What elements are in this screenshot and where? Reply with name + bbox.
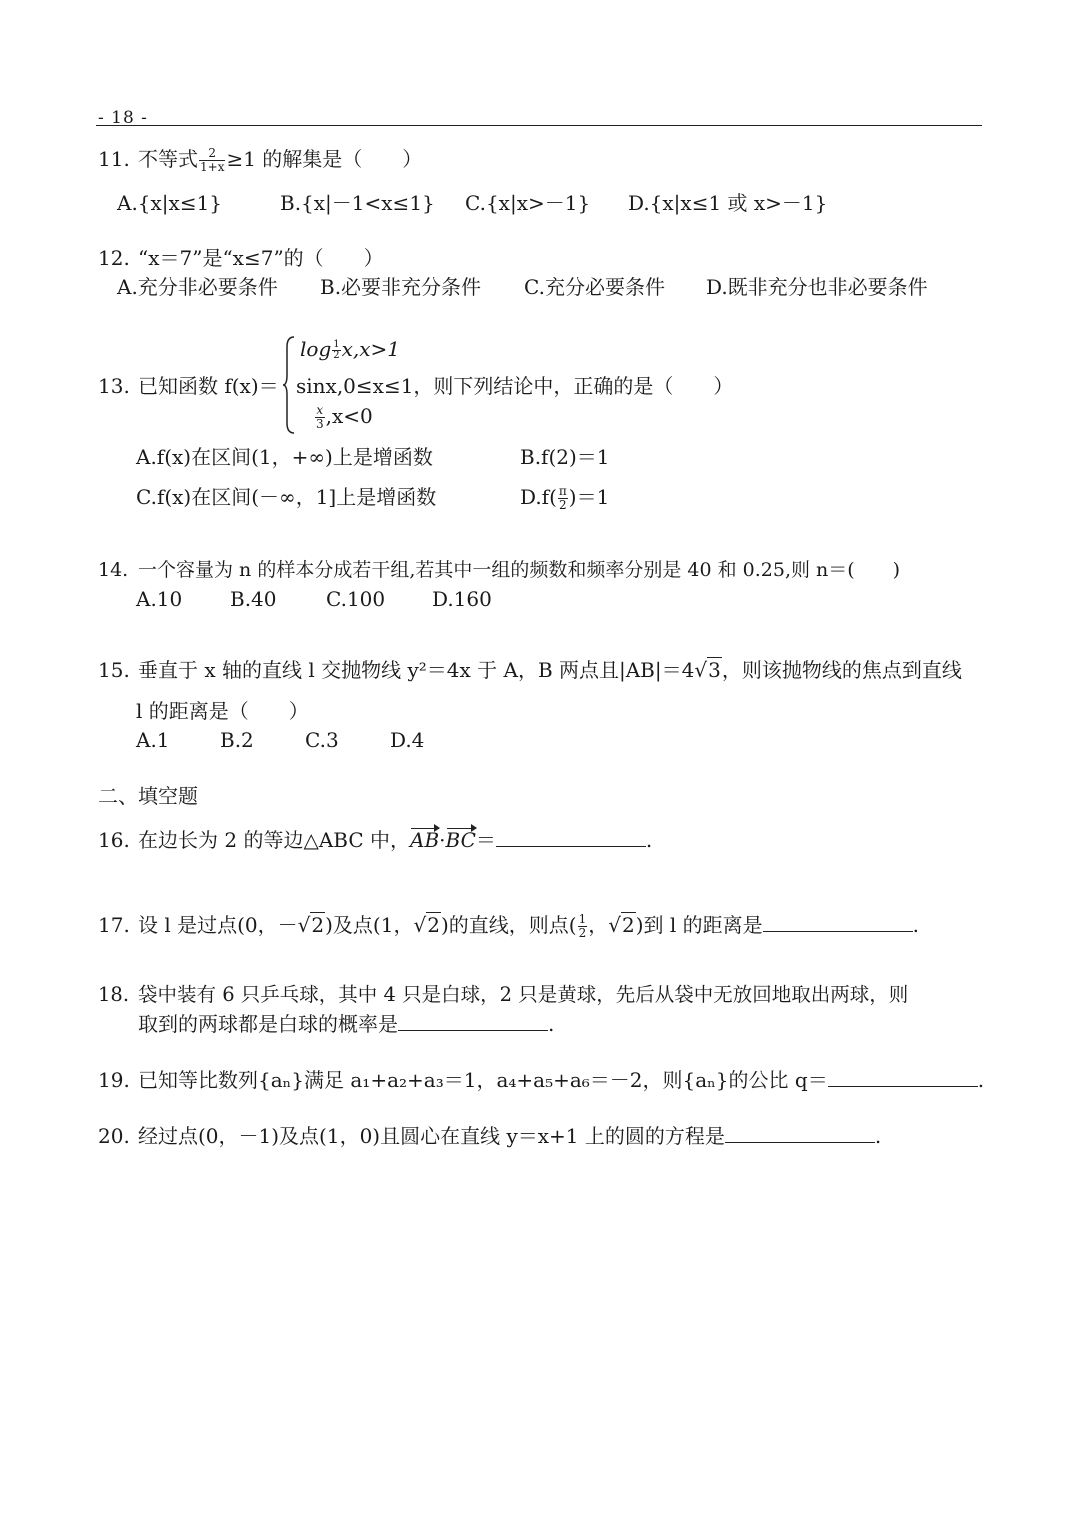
- option-a[interactable]: A.充分非必要条件: [117, 275, 278, 299]
- page-number: - 18 -: [98, 108, 148, 128]
- question-12: 12. “x＝7”是“x≤7”的（ ）: [98, 246, 384, 270]
- option-a[interactable]: A.10: [136, 587, 183, 611]
- question-19: 19. 已知等比数列{aₙ}满足 a₁+a₂+a₃＝1，a₄+a₅+a₆＝－2，则{aₙ}的公比 q＝ .: [98, 1068, 985, 1092]
- option-c[interactable]: C.3: [305, 728, 339, 752]
- option-c[interactable]: C.100: [326, 587, 386, 611]
- question-20: 20. 经过点(0，－1)及点(1，0)且圆心在直线 y＝x+1 上的圆的方程是 .: [98, 1124, 882, 1148]
- question-number: 19.: [98, 1068, 130, 1092]
- piecewise-case-3: $\frac{x}{3}$ ,x<0: [316, 403, 373, 431]
- question-15-line-2: l 的距离是（ ）: [136, 699, 309, 723]
- option-b[interactable]: B.2: [220, 728, 254, 752]
- question-number: 15.: [98, 658, 130, 682]
- question-16: 16. 在边长为 2 的等边△ABC 中，AB·BC＝ .: [98, 828, 653, 852]
- option-b[interactable]: B.f(2)＝1: [520, 445, 610, 469]
- question-18-line-2: 取到的两球都是白球的概率是 .: [138, 1012, 555, 1036]
- option-a[interactable]: A.1: [136, 728, 170, 752]
- answer-blank[interactable]: [763, 913, 913, 932]
- option-d[interactable]: D.160: [432, 587, 492, 611]
- question-number: 20.: [98, 1124, 130, 1148]
- option-c[interactable]: C.f(x)在区间(－∞，1]上是增函数: [136, 485, 437, 509]
- option-d[interactable]: D.既非充分也非必要条件: [706, 275, 928, 299]
- piecewise-case-1: log $\frac{1}{2}$ x,x>1: [300, 337, 401, 361]
- option-a[interactable]: A.{x|x≤1}: [117, 191, 223, 215]
- question-18: 18. 袋中装有 6 只乒乓球，其中 4 只是白球，2 只是黄球，先后从袋中无放回地取出两球，则: [98, 983, 909, 1006]
- left-brace-icon: [282, 335, 296, 435]
- question-number: 16.: [98, 828, 130, 852]
- vector-bc: BC: [445, 828, 476, 852]
- answer-blank[interactable]: [398, 1012, 548, 1031]
- option-c[interactable]: C.{x|x>－1}: [465, 191, 591, 215]
- question-number: 17.: [98, 913, 130, 937]
- fraction: $\frac{1}{2}$: [578, 912, 587, 940]
- fraction: $\frac{1}{2}$: [333, 339, 340, 361]
- question-number: 13.: [98, 374, 130, 398]
- question-number: 11.: [98, 147, 130, 171]
- vector-ab: AB: [410, 828, 440, 852]
- answer-blank[interactable]: [725, 1124, 875, 1143]
- option-d[interactable]: D.{x|x≤1 或 x>－1}: [628, 191, 828, 215]
- answer-blank[interactable]: [496, 828, 646, 847]
- option-a[interactable]: A.f(x)在区间(1，+∞)上是增函数: [136, 445, 433, 469]
- question-number: 14.: [98, 559, 129, 581]
- question-11: 11. 不等式 $\frac{2}{1+x}$ ≥1 的解集是（ ）: [98, 146, 423, 174]
- section-heading: 二、填空题: [98, 784, 198, 808]
- option-b[interactable]: B.{x|－1<x≤1}: [280, 191, 435, 215]
- option-b[interactable]: B.40: [230, 587, 277, 611]
- question-14: 14. 一个容量为 n 的样本分成若干组,若其中一组的频数和频率分别是 40 和 0.25,则 n＝( ): [98, 559, 901, 581]
- question-17: 17. 设 l 是过点(0，－√2)及点(1，√2)的直线，则点( $\frac{1}{2}$ ，√2)到 l 的距离是 .: [98, 912, 919, 940]
- fraction: $\frac{\pi}{2}$: [558, 484, 567, 512]
- option-c[interactable]: C.充分必要条件: [524, 275, 665, 299]
- fraction: $\frac{2}{1+x}$: [200, 146, 225, 174]
- option-d[interactable]: D.4: [390, 728, 425, 752]
- question-15: 15. 垂直于 x 轴的直线 l 交抛物线 y²＝4x 于 A，B 两点且|AB|＝4√3，则该抛物线的焦点到直线: [98, 658, 962, 682]
- answer-blank[interactable]: [828, 1068, 978, 1087]
- option-d[interactable]: D.f( $\frac{\pi}{2}$ )＝1: [520, 484, 610, 512]
- fraction: $\frac{x}{3}$: [316, 403, 324, 431]
- question-number: 12.: [98, 246, 130, 270]
- header-rule: [96, 125, 982, 126]
- question-13-stem: 13. 已知函数 f(x)＝: [98, 374, 279, 398]
- piecewise-case-2: sinx,0≤x≤1，则下列结论中，正确的是（ ）: [296, 374, 734, 398]
- sqrt: 3: [708, 658, 721, 682]
- option-b[interactable]: B.必要非充分条件: [320, 275, 482, 299]
- question-number: 18.: [98, 983, 130, 1006]
